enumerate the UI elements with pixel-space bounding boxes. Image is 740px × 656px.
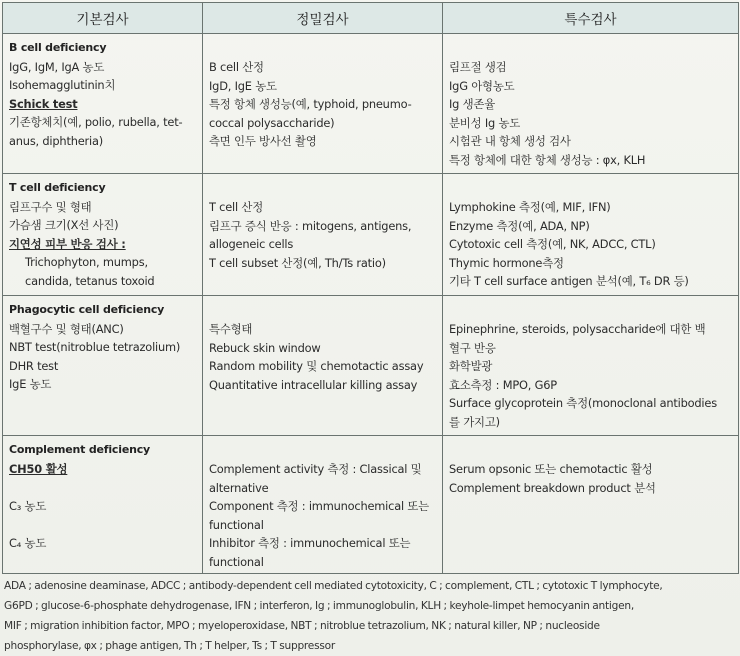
category-label: Phagocytic cell deficiency (9, 303, 165, 316)
test-item: 특수형태 (209, 322, 253, 336)
test-item: allogeneic cells (209, 237, 294, 251)
test-item: T cell 산정 (209, 200, 264, 214)
test-item: candida, tetanus toxoid (25, 273, 155, 288)
header-row (3, 3, 739, 34)
test-item: CH50 활성 (9, 461, 68, 476)
footnote-line: MIF ; migration inhibition factor, MPO ; myeloperoxidase, NBT ; nitroblue tetrazolium, NK ; natural killer, NP ; nucleoside (4, 620, 600, 632)
cell-detailed (203, 174, 443, 296)
table-row-complement (3, 436, 739, 574)
test-item: 효소측정 : MPO, G6P (449, 377, 557, 392)
test-item: 가슴샘 크기(X선 사진) (9, 218, 119, 232)
header-basic: 기본검사 (3, 3, 203, 34)
test-item: IgG 아형농도 (449, 78, 515, 93)
test-item: Lymphokine 측정(예, MIF, IFN) (449, 200, 611, 214)
immunodeficiency-test-table (2, 2, 739, 574)
test-item: Cytotoxic cell 측정(예, NK, ADCC, CTL) (449, 237, 656, 251)
test-item: 혈구 반응 (449, 340, 496, 355)
test-item: functional (209, 517, 264, 532)
test-item: alternative (209, 480, 269, 495)
test-item: 특정 항체에 대한 항체 생성능 : φx, KLH (449, 152, 646, 167)
cell-detailed (203, 296, 443, 436)
test-item: Inhibitor 측정 : immunochemical 또는 (209, 536, 411, 550)
test-item: 림프절 생검 (449, 60, 507, 74)
test-item: 림프구 증식 반응 : mitogens, antigens, (209, 218, 412, 233)
test-item: coccal polysaccharide) (209, 115, 335, 130)
test-item: IgD, IgE 농도 (209, 78, 277, 93)
footnote-line: ADA ; adenosine deaminase, ADCC ; antibody-dependent cell mediated cytotoxicity, C ; complement, CTL ; cytotoxic T lymphocyte, (4, 580, 663, 592)
test-item: Enzyme 측정(예, ADA, NP) (449, 218, 590, 233)
test-item: IgE 농도 (9, 377, 52, 391)
test-item: 기타 T cell surface antigen 분석(예, T₆ DR 등) (449, 274, 689, 288)
test-item: 시험관 내 항체 생성 검사 (449, 134, 571, 148)
test-item: 분비성 Ig 농도 (449, 115, 521, 130)
test-item: 지연성 피부 반응 검사 : (9, 236, 126, 251)
test-item: Complement activity 측정 : Classical 및 (209, 462, 422, 476)
test-item: Serum opsonic 또는 chemotactic 활성 (449, 462, 653, 476)
test-item: 측면 인두 방사선 촬영 (209, 134, 317, 148)
cell-special (443, 34, 739, 174)
cell-basic (3, 436, 203, 574)
test-item: Rebuck skin window (209, 340, 321, 355)
header-detailed: 정밀검사 (203, 3, 443, 34)
category-label: Complement deficiency (9, 443, 151, 456)
test-item: 를 가지고) (449, 414, 500, 429)
cell-special (443, 296, 739, 436)
test-item: C₄ 농도 (9, 535, 47, 550)
test-item: Quantitative intracellular killing assay (209, 377, 418, 392)
test-item: NBT test(nitroblue tetrazolium) (9, 340, 181, 354)
cell-special (443, 436, 739, 574)
table-row-b-cell (3, 34, 739, 174)
header-special: 특수검사 (443, 3, 739, 34)
table-row-phagocytic (3, 296, 739, 436)
footnote-line: G6PD ; glucose-6-phosphate dehydrogenase, IFN ; interferon, Ig ; immunoglobulin, KLH ; keyhole-limpet hemocyanin antigen, (4, 600, 634, 612)
cell-basic (3, 296, 203, 436)
footnote-line: phosphorylase, φx ; phage antigen, Th ; T helper, Ts ; T suppressor (4, 640, 335, 652)
cell-special (443, 174, 739, 296)
test-item: 림프구수 및 형태 (9, 199, 92, 214)
test-item: 특정 항체 생성능(예, typhoid, pneumo- (209, 97, 412, 111)
test-item: Component 측정 : immunochemical 또는 (209, 499, 429, 513)
cell-detailed (203, 436, 443, 574)
test-item: T cell subset 산정(예, Th/Ts ratio) (209, 255, 386, 270)
test-item (9, 478, 198, 497)
test-item: anus, diphtheria) (9, 133, 104, 148)
test-item: DHR test (9, 358, 59, 373)
test-item: Complement breakdown product 분석 (449, 480, 656, 495)
test-item: B cell 산정 (209, 60, 264, 74)
table-row-t-cell (3, 174, 739, 296)
category-label: B cell deficiency (9, 41, 107, 54)
test-item: 백혈구수 및 형태(ANC) (9, 321, 124, 336)
test-item: Thymic hormone측정 (449, 255, 564, 270)
cell-detailed (203, 34, 443, 174)
test-item: Random mobility 및 chemotactic assay (209, 359, 424, 373)
abbreviation-footnote (4, 576, 736, 656)
test-item: Surface glycoprotein 측정(monoclonal antibodies (449, 396, 717, 410)
test-item: Schick test (9, 96, 78, 111)
test-item: IgG, IgM, IgA 농도 (9, 59, 105, 74)
test-item: 기존항체치(예, polio, rubella, tet- (9, 115, 183, 129)
test-item: C₃ 농도 (9, 498, 47, 513)
cell-basic (3, 34, 203, 174)
test-item (9, 515, 198, 534)
test-item: Isohemagglutinin치 (9, 78, 116, 92)
test-item: Ig 생존율 (449, 97, 496, 111)
test-item: 화학발광 (449, 359, 493, 373)
test-item: Trichophyton, mumps, (25, 255, 148, 269)
category-label: T cell deficiency (9, 181, 106, 194)
test-item: Epinephrine, steroids, polysaccharide에 대한 백 (449, 322, 706, 336)
test-item: functional (209, 554, 264, 569)
cell-basic (3, 174, 203, 296)
